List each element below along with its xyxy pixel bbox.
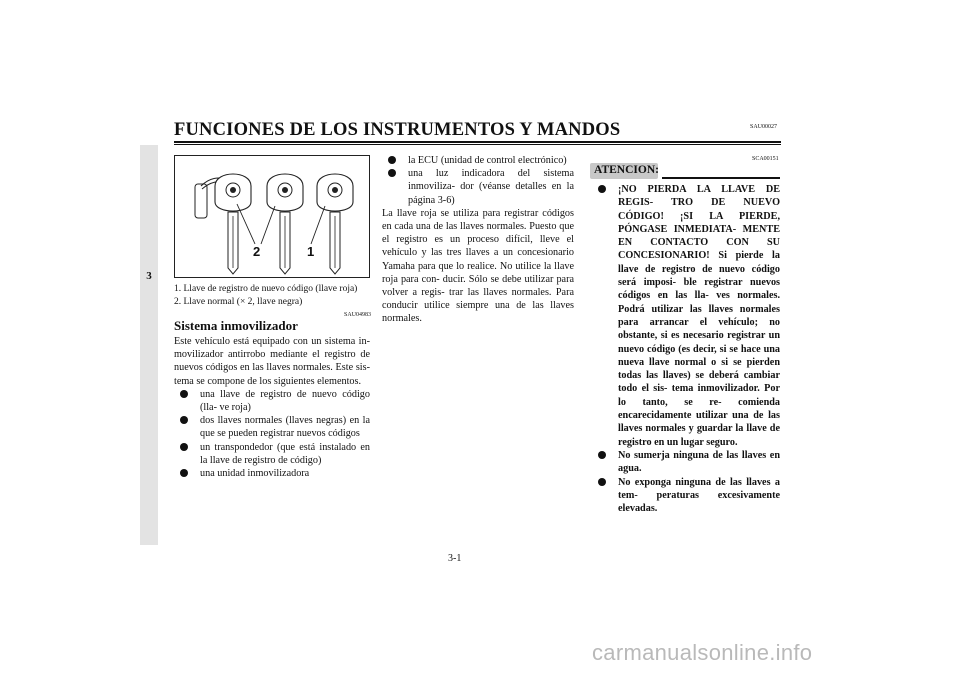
- list-item: No exponga ninguna de las llaves a tem- peraturas excesivamente elevadas.: [592, 476, 780, 516]
- keys-illustration: [175, 156, 369, 277]
- normal-key-b: [317, 174, 353, 274]
- callout-1: 1: [307, 244, 315, 259]
- bullet-icon: [598, 478, 606, 486]
- caution-reference-code: SCA00151: [752, 156, 779, 162]
- bullet-icon: [598, 451, 606, 459]
- leader-line-2a: [237, 204, 255, 244]
- list-item: ¡NO PIERDA LA LLAVE DE REGIS- TRO DE NUEVO CÓDIGO! ¡SI LA PIERDE, PÓNGASE INMEDIATA- MENTE EN CONTACTO CON SU CONCESIONARIO! Si pierde la llave de registro de nuevo código será imposi- ble registrar nuevos códigos en las lla- ves normales. Podrá utilizar las llaves normales para arrancar el vehículo; no obstante, si es necesario registrar un nuevo código (es decir, si se hace una nueva llave normal o si se pierden todas las llaves) se deberá cambiar todo el sis- tema inmovilizador. Por lo tanto, se re- comienda encarecidamente utilizar una de las llaves normales y guardar la llave de registro en un lugar seguro.: [592, 183, 780, 449]
- list-item: una luz indicadora del sistema inmoviliza- dor (véanse detalles en la página 3-6): [382, 167, 574, 207]
- callout-2: 2: [253, 244, 261, 259]
- leader-line-1: [311, 206, 325, 244]
- list-item: dos llaves normales (llaves negras) en la que se pueden registrar nuevos códigos: [174, 414, 370, 440]
- chapter-tab: [140, 145, 158, 545]
- intro-paragraph: Este vehículo está equipado con un sistema in- movilizador antirrobo mediante el registro de nuevos códigos en las llaves normales. Este sis- tema se compone de los siguientes elementos.: [174, 336, 370, 387]
- normal-key-a: [267, 174, 303, 274]
- leader-line-2b: [261, 206, 275, 244]
- bullet-icon: [180, 390, 188, 398]
- column-2-body: [382, 154, 574, 326]
- bullet-icon: [598, 185, 606, 193]
- page-title: FUNCIONES DE LOS INSTRUMENTOS Y MANDOS: [174, 120, 621, 140]
- red-key-paragraph: La llave roja se utiliza para registrar códigos en cada una de las llaves normales. Puesto que el registro es un proceso difícil, lleve el vehículo y las tres llaves a un concesionario Yamaha para que lo realice. No utilice la llave roja para con- ducir. Sólo se debe utilizar para volver a regis- trar las llaves normales. Para conducir utilice siempre una de las llaves normales.: [382, 207, 574, 325]
- section-reference-code: SAU04983: [344, 312, 372, 318]
- figure-caption-1: 1. Llave de registro de nuevo código (llave roja): [174, 284, 358, 294]
- caution-rule: [662, 177, 780, 179]
- section-heading: Sistema inmovilizador: [174, 318, 298, 333]
- list-item: una llave de registro de nuevo código (lla- ve roja): [174, 388, 370, 414]
- bullet-icon: [180, 416, 188, 424]
- figure-caption-2: 2. Llave normal (× 2, llave negra): [174, 297, 303, 307]
- list-item: la ECU (unidad de control electrónico): [382, 154, 574, 167]
- list-item: No sumerja ninguna de las llaves en agua.: [592, 449, 780, 476]
- header-rule-thin: [174, 144, 781, 145]
- bullet-icon: [180, 469, 188, 477]
- page-number: 3-1: [448, 553, 462, 564]
- chapter-number: 3: [146, 270, 152, 282]
- watermark: carmanualsonline.info: [592, 640, 813, 665]
- bullet-icon: [388, 156, 396, 164]
- list-item: un transpondedor (que está instalado en la llave de registro de código): [174, 441, 370, 467]
- keys-figure: [174, 155, 370, 278]
- list-item: una unidad inmovilizadora: [174, 467, 370, 480]
- caution-label: ATENCION:: [594, 164, 659, 176]
- column-1-body: [174, 335, 370, 480]
- bullet-icon: [180, 443, 188, 451]
- header-rule: [174, 141, 781, 143]
- key-tag: [195, 184, 207, 218]
- caution-body: [592, 183, 780, 515]
- header-reference-code: SAU00027: [750, 124, 778, 130]
- bullet-icon: [388, 169, 396, 177]
